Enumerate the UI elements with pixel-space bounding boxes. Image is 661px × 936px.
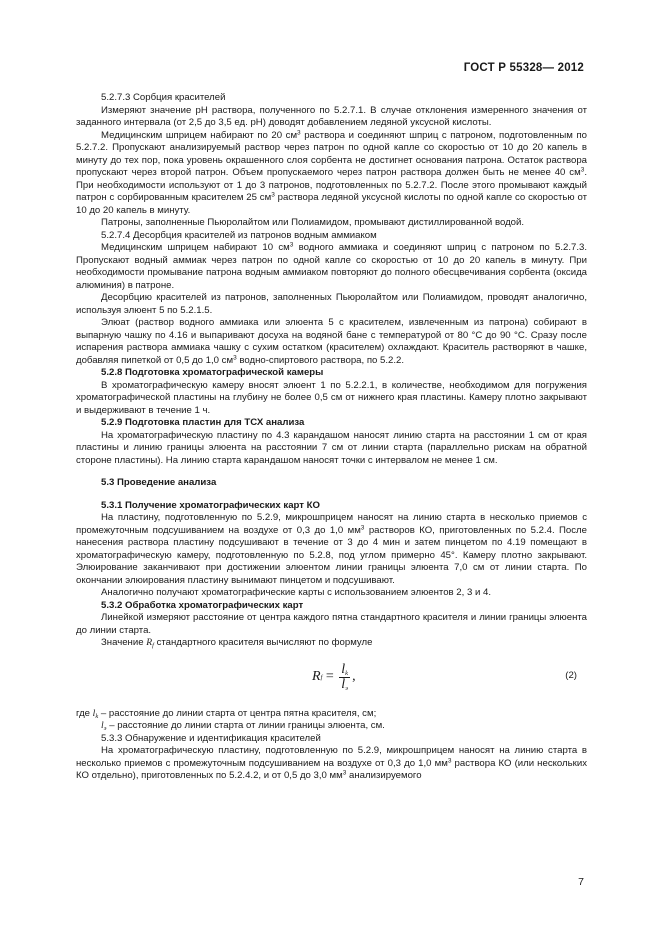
s5274-para-3: Элюат (раствор водного аммиака или элюента 5 с красителем, извлеченным из патрона) собирают в выпарную чашку по 4.16 и выпаривают досуха на водяной бане с температурой от 80 °С до 90 °С. Сразу после испарения раствора аммиака чашку с сухим остатком (красителем) охлаждают. Краситель растворяют в чашке, добавляя пипеткой от 0,5 до 1,0 $см^3$ водно-спиртового раствора, по 5.2.2. (76, 317, 587, 366)
section-529-title: 5.2.9 Подготовка пластин для ТСХ анализа (101, 417, 305, 428)
s5274-para-1: Медицинским шприцем набирают 10 $см^3$ водного аммиака и соединяют шприц с патроном по 5.2.7.3. Пропускают водный аммиак через патрон по одной капле со скоростью от 10 до 20 капель в минуту. При необходимости промывание патрона водным аммиаком повторяют до полного обесцвечивания сорбента (оксида алюминия) в патроне. (76, 241, 587, 291)
section-533-title: 5.3.3 Обнаружение и идентификация красителей (101, 732, 321, 744)
s532-para-1: Линейкой измеряют расстояние от центра каждого пятна стандартного красителя и линии границы элюента до линии старта. (76, 612, 587, 636)
where-line-2: $l_э$ – расстояние до линии старта от линии границы элюента, см. (101, 720, 385, 732)
formula-number: (2) (565, 669, 577, 681)
s533-para-1: На хроматографическую пластину, подготовленную по 5.2.9, микрошприцем наносят на линию старта в несколько приемов с промежуточным подсушиванием на воздухе от 0,3 до 1,0 $мм^3$ раствора КО (или нескольких КО отдельно), приготовленных по 5.2.4.2, и от 0,5 до 3,0 $мм^3$ анализируемого (76, 745, 587, 781)
document-header: ГОСТ Р 55328— 2012 (463, 62, 584, 74)
s5273-para-1: Измеряют значение pH раствора, полученного по 5.2.7.1. В случае отклонения измеренного значения от заданного интервала (от 2,5 до 3,5 ед. pH) доводят добавлением ледяной уксусной кислоты. (76, 104, 587, 128)
section-53-title: 5.3 Проведение анализа (101, 477, 217, 488)
s5273-para-2: Медицинским шприцем набирают по 20 $см^3$ раствора и соединяют шприц с патроном, подготовленным по 5.2.7.2. Пропускают анализируемый раствор через патрон по одной капле со скоростью от 10 до 20 капель в минуту до тех пор, пока уровень окрашенного слоя сорбента не достигнет основания патрона. Остаток раствора пропускают через второй патрон. Объем пропускаемого через патрон раствора должен быть не менее 40 $см^3$. При необходимости используют от 1 до 3 патронов, подготовленных по 5.2.7.2. После этого промывают каждый патрон с сорбированным красителем 25 $см^3$ раствора ледяной уксусной кислоты по одной капле со скоростью от 10 до 20 капель в минуту. (76, 129, 587, 216)
s529-para-1: На хроматографическую пластину по 4.3 карандашом наносят линию старта на расстоянии 1 см от края пластины и линию границы элюента на расстоянии 7 см от линии старта (параллельно рискам на обратной стороне пластины). На линию старта карандашом наносят точки с интервалом не менее 1 см. (76, 429, 587, 466)
s528-para-1: В хроматографическую камеру вносят элюент 1 по 5.2.2.1, в количестве, необходимом для погружения хроматографической пластины на глубину не более 0,5 см от нижнего края пластины. Камеру плотно закрывают и выдерживают в течение 1 ч. (76, 379, 587, 416)
s532-para-2: Значение $R_f$ стандартного красителя вычисляют по формуле (101, 637, 373, 649)
page-content (76, 92, 587, 783)
where-line-1: где $l_k$ – расстояние до линии старта от центра пятна красителя, см; (76, 707, 377, 720)
section-5274-title: 5.2.7.4 Десорбция красителей из патронов водным аммиаком (101, 229, 377, 241)
s5274-para-2: Десорбцию красителей из патронов, заполненных Пьюролайтом или Полиамидом, проводят аналогично, используя элюент 5 по 5.2.1.5. (76, 292, 587, 316)
section-528-title: 5.2.8 Подготовка хроматографической камеры (101, 367, 324, 378)
s531-para-2: Аналогично получают хроматографические карты с использованием элюентов 2, 3 и 4. (101, 587, 491, 598)
section-5273-title: 5.2.7.3 Сорбция красителей (101, 92, 226, 103)
page-number: 7 (578, 876, 584, 888)
section-531-title: 5.3.1 Получение хроматографических карт КО (101, 499, 320, 511)
s5273-para-3: Патроны, заполненные Пьюролайтом или Полиамидом, промывают дистиллированной водой. (101, 217, 525, 228)
s531-para-1: На пластину, подготовленную по 5.2.9, микрошприцем наносят на линию старта в несколько приемов с промежуточным подсушиванием на воздухе от 0,3 до 1,0 $мм^3$ растворов КО, приготовленных по 5.2.4. После нанесения раствора пластину подсушивают в течение от 3 до 4 мин и затем пинцетом по 4.19 помещают в хроматографическую камеру, подготовленную по 5.2.8, под углом примерно 45°. Камеру плотно закрывают. Элюирование заканчивают при достижении элюентом линии границы элюента 7,0 см от линии старта. По окончании элюирования пластину вынимают пинцетом и подсушивают. (76, 512, 587, 586)
formula-rf (76, 652, 587, 708)
formula-fraction: $\frac{l_k}{l_э}$ (341, 661, 349, 692)
section-532-title: 5.3.2 Обработка хроматографических карт (101, 599, 304, 611)
formula-expression: R f = $\frac{l_k}{l_э}$ , (312, 661, 356, 692)
